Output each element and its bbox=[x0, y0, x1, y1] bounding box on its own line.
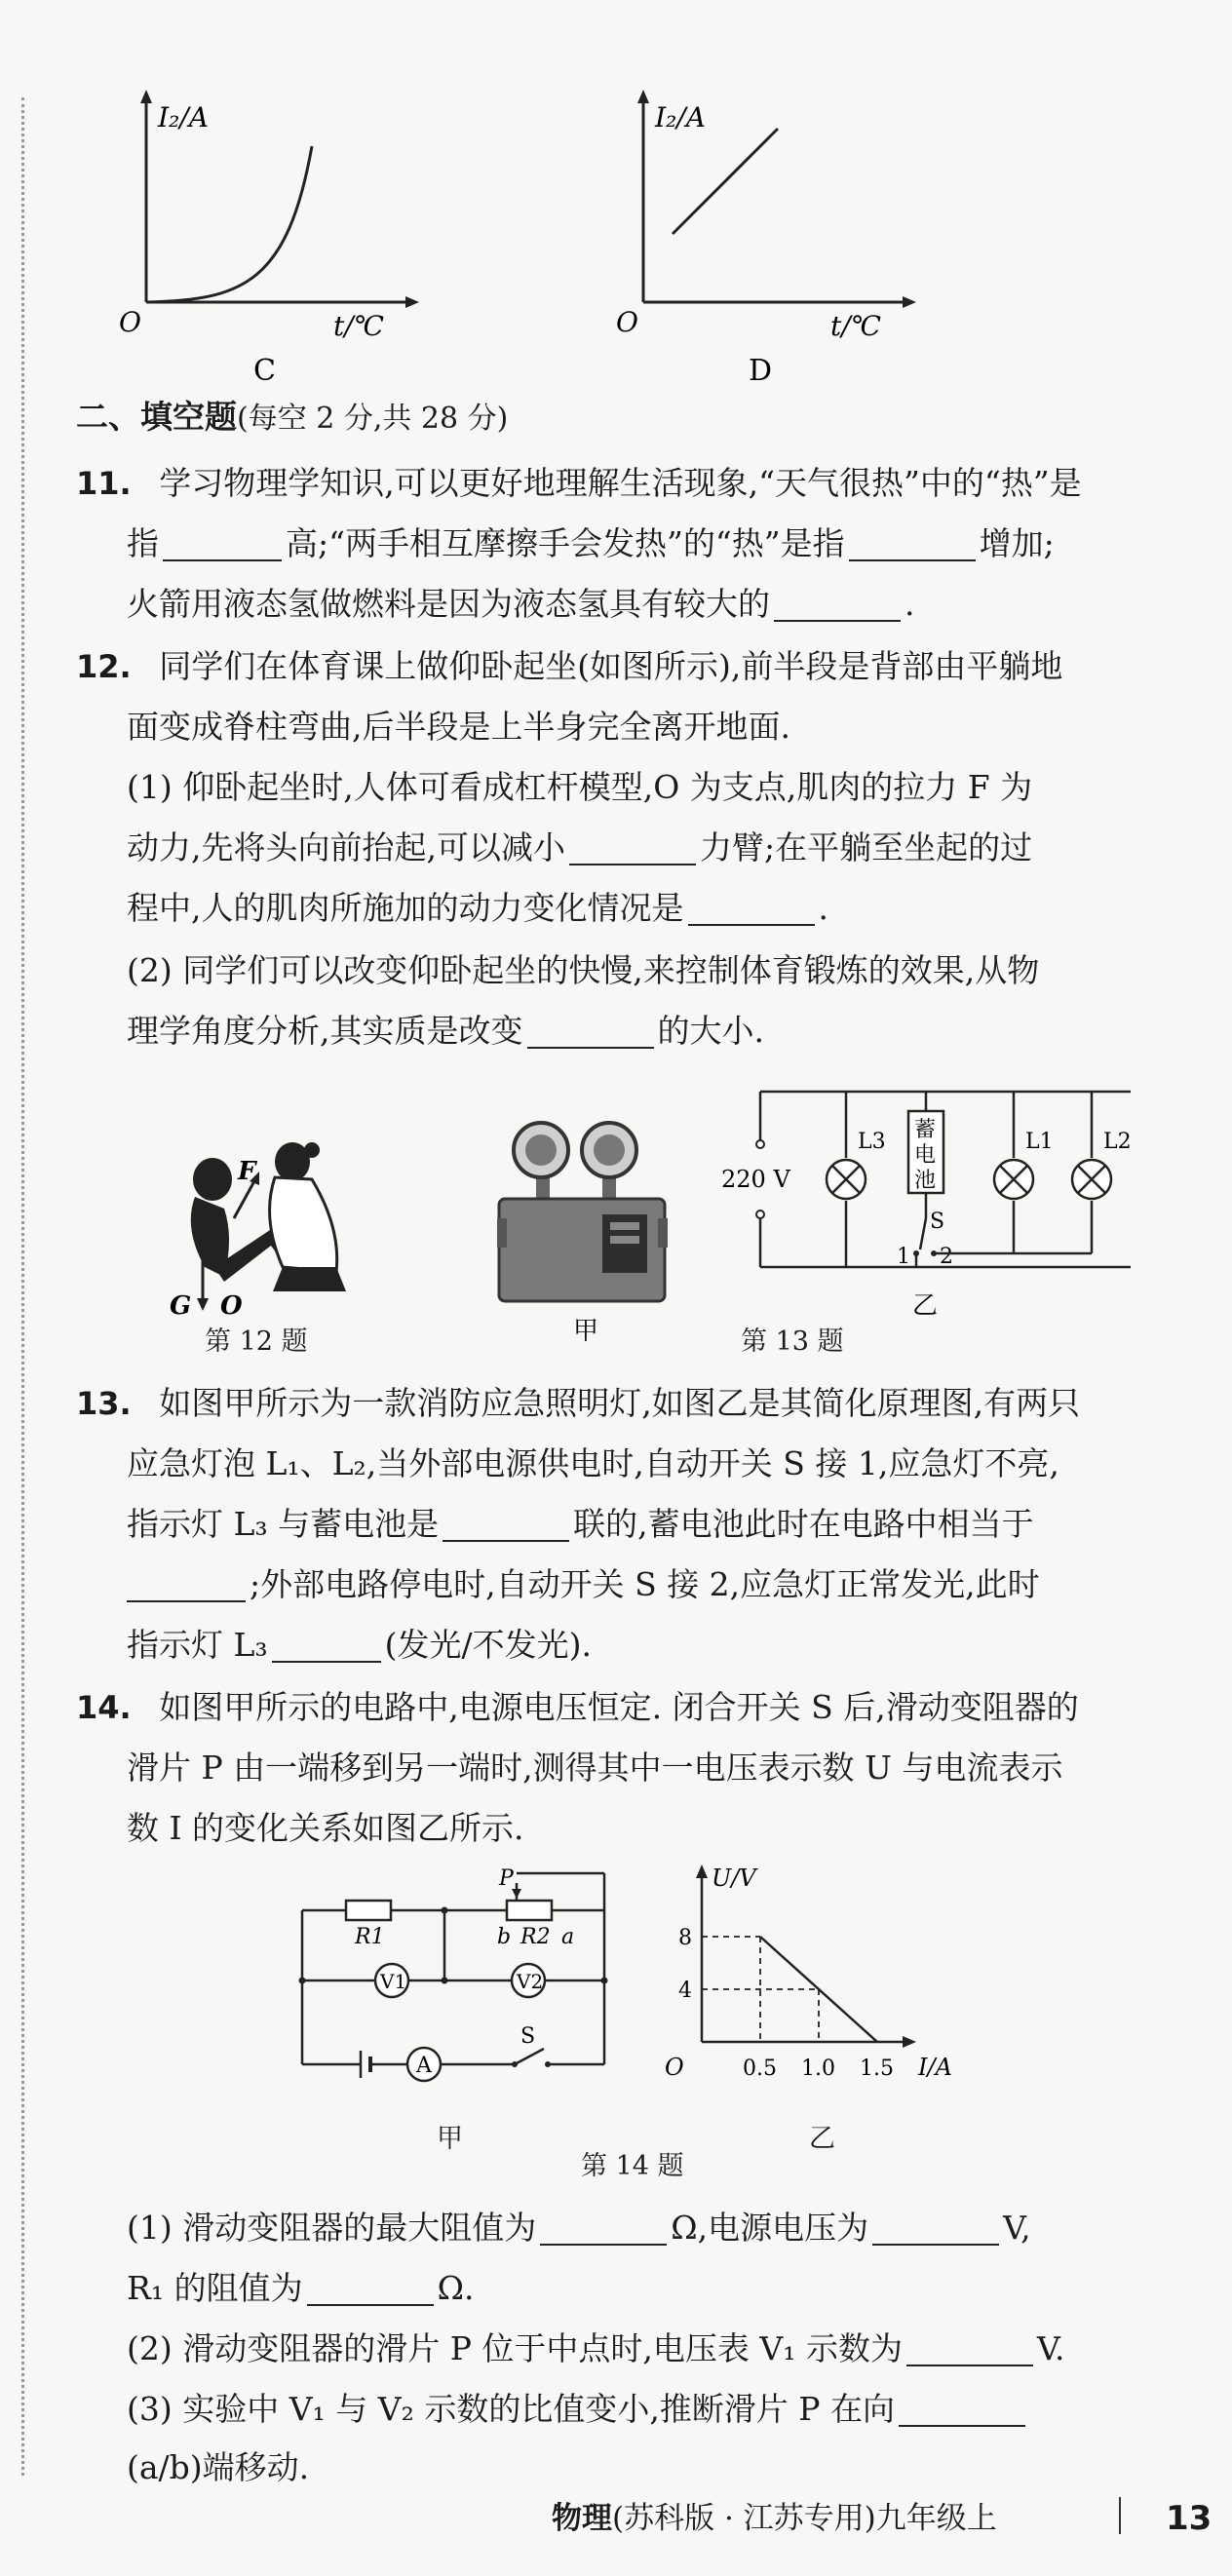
fig12-label-o: O bbox=[220, 1291, 243, 1321]
q14-p1c: V, bbox=[1003, 2209, 1031, 2247]
q12-p1-line1: (1) 仰卧起坐时,人体可看成杠杆模型,O 为支点,肌肉的拉力 F 为 bbox=[127, 768, 1033, 806]
q12-p1-line2 bbox=[127, 830, 1032, 865]
q12-p1-text2a: 动力,先将头向前抬起,可以减小 bbox=[127, 828, 565, 866]
fig14-switch: S bbox=[520, 2024, 536, 2049]
fig14-a: a bbox=[561, 1925, 575, 1949]
footer bbox=[552, 2501, 997, 2536]
q11-text3b: . bbox=[905, 585, 915, 623]
q11-text2c: 增加; bbox=[979, 524, 1055, 562]
fig13-l2: L2 bbox=[1103, 1130, 1132, 1154]
q12-p2-text2a: 理学角度分析,其实质是改变 bbox=[127, 1012, 523, 1050]
q13-text5b: (发光/不发光). bbox=[384, 1626, 592, 1664]
q12-line1 bbox=[76, 649, 1062, 684]
q11-blank3[interactable] bbox=[774, 591, 901, 622]
q14-p2b: V. bbox=[1036, 2329, 1065, 2367]
q13-blank2[interactable] bbox=[127, 1571, 246, 1602]
q13-line2: 应急灯泡 L₁、L₂,当外部电源供电时,自动开关 S 接 1,应急灯不亮, bbox=[127, 1444, 1059, 1482]
q11-blank1[interactable] bbox=[163, 530, 282, 561]
chart-origin: O bbox=[665, 2054, 684, 2081]
q12-blank2[interactable] bbox=[688, 895, 815, 926]
fig12-caption: 第 12 题 bbox=[205, 1326, 308, 1357]
fig12-label-f: F bbox=[238, 1157, 256, 1186]
q12-p2-text2b: 的大小. bbox=[657, 1012, 764, 1050]
fig14-circuit bbox=[283, 1862, 614, 2095]
graph-d-line bbox=[673, 129, 778, 234]
chart-ylabel: U/V bbox=[712, 1865, 756, 1892]
section-note: (每空 2 分,共 28 分) bbox=[237, 402, 509, 436]
fig13-battery-1: 蓄 bbox=[914, 1118, 937, 1142]
q12-p1-text3b: . bbox=[818, 889, 828, 927]
fig13-circuit bbox=[721, 1072, 1150, 1326]
q11-text1: 学习物理学知识,可以更好地理解生活现象,“天气很热”中的“热”是 bbox=[159, 464, 1082, 502]
fig14-r1: R1 bbox=[355, 1925, 385, 1949]
chart-x-arrow bbox=[903, 2036, 916, 2048]
q13-text3a: 指示灯 L₃ 与蓄电池是 bbox=[127, 1505, 440, 1543]
q14-line2: 滑片 P 由一端移到另一端时,测得其中一电压表示数 U 与电流表示 bbox=[127, 1749, 1063, 1787]
fig13-contact-2: 2 bbox=[940, 1245, 953, 1269]
q14-blank1[interactable] bbox=[540, 2214, 667, 2246]
chart-y-tick: 8 bbox=[678, 1926, 692, 1950]
q14-p3-line1 bbox=[127, 2392, 1029, 2427]
q11-line1 bbox=[76, 466, 1082, 501]
q12-blank3[interactable] bbox=[527, 1018, 654, 1049]
fig14-p: P bbox=[499, 1866, 514, 1891]
q13-line3 bbox=[127, 1507, 1034, 1542]
q14-p1-line1 bbox=[127, 2211, 1031, 2246]
section-header bbox=[76, 400, 508, 437]
fig13-contact-1: 1 bbox=[897, 1245, 910, 1269]
footer-edition: (苏科版 · 江苏专用)九年级上 bbox=[612, 2501, 997, 2536]
fig13-caption: 第 13 题 bbox=[741, 1326, 844, 1357]
fig13-emergency-light bbox=[487, 1121, 682, 1345]
q14-number: 14. bbox=[76, 1689, 132, 1726]
q13-line5 bbox=[127, 1628, 592, 1663]
q11-line3 bbox=[127, 587, 915, 622]
q11-text2b: 高;“两手相互摩擦手会发热”的“热”是指 bbox=[286, 524, 845, 562]
fig14-ammeter: A bbox=[416, 2054, 432, 2078]
fig14-caption: 第 14 题 bbox=[581, 2151, 684, 2181]
fig14-label-jia: 甲 bbox=[437, 2124, 463, 2154]
graph-d bbox=[614, 88, 945, 400]
graph-c-curve bbox=[146, 146, 312, 302]
fig14-r2: R2 bbox=[520, 1925, 551, 1949]
graph-d-origin: O bbox=[616, 306, 638, 338]
chart-x-tick: 1.5 bbox=[860, 2057, 894, 2081]
q13-line1 bbox=[76, 1386, 1080, 1421]
q12-p1-text3a: 程中,人的肌肉所施加的动力变化情况是 bbox=[127, 889, 684, 927]
q13-text4: ;外部电路停电时,自动开关 S 接 2,应急灯正常发光,此时 bbox=[250, 1565, 1040, 1603]
chart-x-tick: 1.0 bbox=[801, 2057, 835, 2081]
page-number: 13 bbox=[1166, 2499, 1213, 2538]
graph-c-xlabel: t/℃ bbox=[333, 310, 385, 342]
fig13-label-yi: 乙 bbox=[912, 1291, 939, 1321]
graph-d-xlabel: t/℃ bbox=[830, 310, 882, 342]
fig14-label-yi: 乙 bbox=[809, 2124, 835, 2154]
q12-p1-text2b: 力臂;在平躺至坐起的过 bbox=[699, 828, 1033, 866]
q14-blank4[interactable] bbox=[906, 2335, 1033, 2366]
graph-c-caption: C bbox=[253, 354, 276, 388]
fig12-situp bbox=[156, 1121, 370, 1326]
q14-p1e: Ω. bbox=[437, 2269, 475, 2307]
q13-text5a: 指示灯 L₃ bbox=[127, 1626, 268, 1664]
q11-blank2[interactable] bbox=[849, 530, 976, 561]
q12-number: 12. bbox=[76, 648, 132, 685]
chart-y-tick: 4 bbox=[678, 1979, 692, 2003]
q14-p1b: Ω,电源电压为 bbox=[671, 2209, 869, 2247]
fig14-v2: V2 bbox=[517, 1970, 544, 1993]
fig14-b: b bbox=[497, 1925, 512, 1949]
graph-d-caption: D bbox=[749, 354, 773, 388]
footer-subject: 物理 bbox=[552, 2501, 612, 2536]
q12-blank1[interactable] bbox=[569, 834, 696, 865]
q14-p1-line2 bbox=[127, 2271, 474, 2306]
chart-x-tick: 0.5 bbox=[743, 2057, 777, 2081]
q14-blank3[interactable] bbox=[307, 2275, 434, 2306]
q14-line1 bbox=[76, 1690, 1079, 1725]
q11-number: 11. bbox=[76, 465, 132, 502]
q12-text1: 同学们在体育课上做仰卧起坐(如图所示),前半段是背部由平躺地 bbox=[159, 647, 1063, 685]
fig14-chart bbox=[663, 1857, 984, 2100]
fig13-battery-2: 电 bbox=[914, 1143, 937, 1168]
q14-text1: 如图甲所示的电路中,电源电压恒定. 闭合开关 S 后,滑动变阻器的 bbox=[159, 1688, 1079, 1726]
graph-d-ylabel: I₂/A bbox=[655, 101, 706, 134]
graph-c-ylabel: I₂/A bbox=[158, 101, 209, 134]
q14-blank2[interactable] bbox=[872, 2214, 999, 2246]
q13-text1: 如图甲所示为一款消防应急照明灯,如图乙是其简化原理图,有两只 bbox=[159, 1384, 1081, 1422]
fig13-l1: L1 bbox=[1025, 1130, 1054, 1154]
fig12-label-g: G bbox=[170, 1291, 192, 1321]
q11-text2a: 指 bbox=[127, 524, 159, 562]
chart-y-arrow bbox=[696, 1865, 708, 1878]
chart-xlabel: I/A bbox=[918, 2054, 952, 2081]
q14-p1d: R₁ 的阻值为 bbox=[127, 2269, 303, 2307]
q14-p2 bbox=[127, 2331, 1065, 2366]
footer-divider bbox=[1119, 2497, 1121, 2534]
fig14-v1: V1 bbox=[380, 1970, 407, 1993]
q12-p1-line3 bbox=[127, 891, 828, 926]
graph-c bbox=[117, 88, 448, 400]
graph-c-origin: O bbox=[119, 306, 141, 338]
fig13-battery-3: 池 bbox=[914, 1169, 937, 1193]
q14-p3a: (3) 实验中 V₁ 与 V₂ 示数的比值变小,推断滑片 P 在向 bbox=[127, 2390, 895, 2428]
q11-line2 bbox=[127, 526, 1055, 561]
q13-number: 13. bbox=[76, 1385, 132, 1422]
q13-text3b: 联的,蓄电池此时在电路中相当于 bbox=[573, 1505, 1034, 1543]
q14-line3: 数 I 的变化关系如图乙所示. bbox=[127, 1809, 524, 1847]
q14-p1a: (1) 滑动变阻器的最大阻值为 bbox=[127, 2209, 537, 2247]
cut-line bbox=[21, 97, 24, 2476]
q12-p2-line2 bbox=[127, 1014, 764, 1049]
q14-blank5[interactable] bbox=[899, 2396, 1025, 2427]
fig13-l3: L3 bbox=[858, 1130, 886, 1154]
q11-text3a: 火箭用液态氢做燃料是因为液态氢具有较大的 bbox=[127, 585, 770, 623]
q12-p2-line1: (2) 同学们可以改变仰卧起坐的快慢,来控制体育锻炼的效果,从物 bbox=[127, 951, 1040, 989]
q13-blank3[interactable] bbox=[272, 1632, 381, 1663]
section-title: 二、填空题 bbox=[76, 398, 237, 436]
q12-line2: 面变成脊柱弯曲,后半段是上半身完全离开地面. bbox=[127, 708, 790, 746]
q13-blank1[interactable] bbox=[443, 1511, 569, 1542]
fig13-voltage: 220 V bbox=[721, 1166, 790, 1193]
q14-p2a: (2) 滑动变阻器的滑片 P 位于中点时,电压表 V₁ 示数为 bbox=[127, 2329, 903, 2367]
fig13-label-jia: 甲 bbox=[573, 1317, 599, 1345]
fig13-switch: S bbox=[930, 1210, 945, 1234]
q13-line4 bbox=[127, 1567, 1040, 1602]
q14-p3-line2: (a/b)端移动. bbox=[127, 2448, 310, 2486]
